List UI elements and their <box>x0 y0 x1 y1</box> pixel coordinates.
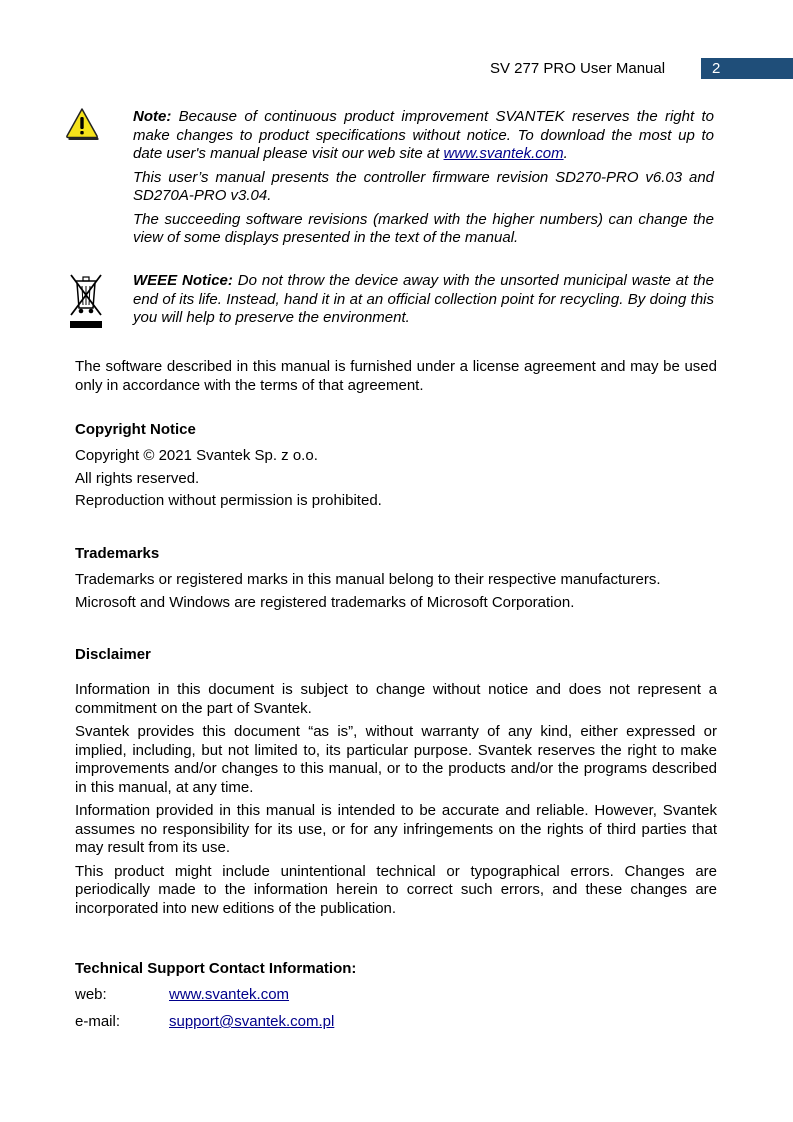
weee-text: Do not throw the device away with the unsorted municipal waste at the end of its life. Instead, hand it in at an official collection point for recycling. By doing this you will help to preserve the environment. <box>133 272 714 326</box>
copyright-line: Copyright © 2021 Svantek Sp. z o.o. <box>75 447 318 464</box>
support-web-link[interactable]: www.svantek.com <box>169 986 290 1003</box>
weee-block <box>133 272 714 333</box>
disclaimer-paragraph: Information in this document is subject to change without notice and does not represent a commitment on the part of Svantek. <box>75 681 717 717</box>
firmware-text: This user’s manual presents the controller firmware revision SD270-PRO v6.03 and SD270A-PRO v3.04. <box>133 168 714 204</box>
note-block <box>133 108 714 253</box>
trademarks-heading: Trademarks <box>75 545 160 562</box>
page-number-badge: 2 <box>701 58 793 79</box>
weee-paragraph <box>133 272 714 328</box>
disclaimer-paragraph: Information provided in this manual is intended to be accurate and reliable. However, Svantek assumes no responsibility for its use, or for any infringements on the rights of third parties that may result from its use. <box>75 802 717 856</box>
email-label: e-mail: <box>75 1013 121 1030</box>
support-email-link[interactable]: support@svantek.com.pl <box>169 1013 335 1030</box>
note-paragraph <box>133 108 714 164</box>
disclaimer-heading: Disclaimer <box>75 646 151 663</box>
copyright-heading: Copyright Notice <box>75 421 196 438</box>
disclaimer-paragraph: This product might include unintentional technical or typographical errors. Changes are periodically made to the information herein to correct such errors, and these changes are incorporated into new editions of the publication. <box>75 862 717 917</box>
note-label: Note: <box>133 108 172 125</box>
header-title: SV 277 PRO User Manual <box>490 60 666 77</box>
disclaimer-block <box>75 681 717 923</box>
reproduction-line: Reproduction without permission is prohibited. <box>75 492 382 509</box>
weee-label: WEEE Notice: <box>133 272 233 289</box>
microsoft-line: Microsoft and Windows are registered trademarks of Microsoft Corporation. <box>75 594 575 611</box>
note-website-link[interactable]: www.svantek.com <box>443 145 564 162</box>
crossed-bin-icon <box>68 272 104 335</box>
web-label: web: <box>75 986 107 1003</box>
license-block <box>75 358 717 400</box>
note-text-end: . <box>563 145 568 162</box>
license-text: The software described in this manual is furnished under a license agreement and may be used only in accordance with the terms of that agreement. <box>75 358 717 394</box>
warning-icon <box>64 107 100 146</box>
rights-line: All rights reserved. <box>75 470 200 487</box>
support-heading: Technical Support Contact Information: <box>75 960 357 977</box>
revisions-text: The succeeding software revisions (marked with the higher numbers) can change the view of some displays presented in the text of the manual. <box>133 210 714 246</box>
disclaimer-paragraph: Svantek provides this document “as is”, without warranty of any kind, either expressed or implied, including, but not limited to, its particular purpose. Svantek reserves the right to make improvements and/or changes to this manual, or to the products and/or the programs described in this manual, at any time. <box>75 723 717 796</box>
trademarks-line: Trademarks or registered marks in this manual belong to their respective manufacturers. <box>75 571 661 588</box>
note-text: Because of continuous product improvement SVANTEK reserves the right to make changes to product specifications without notice. To download the most up to date user's manual please visit our web site at <box>133 108 714 162</box>
